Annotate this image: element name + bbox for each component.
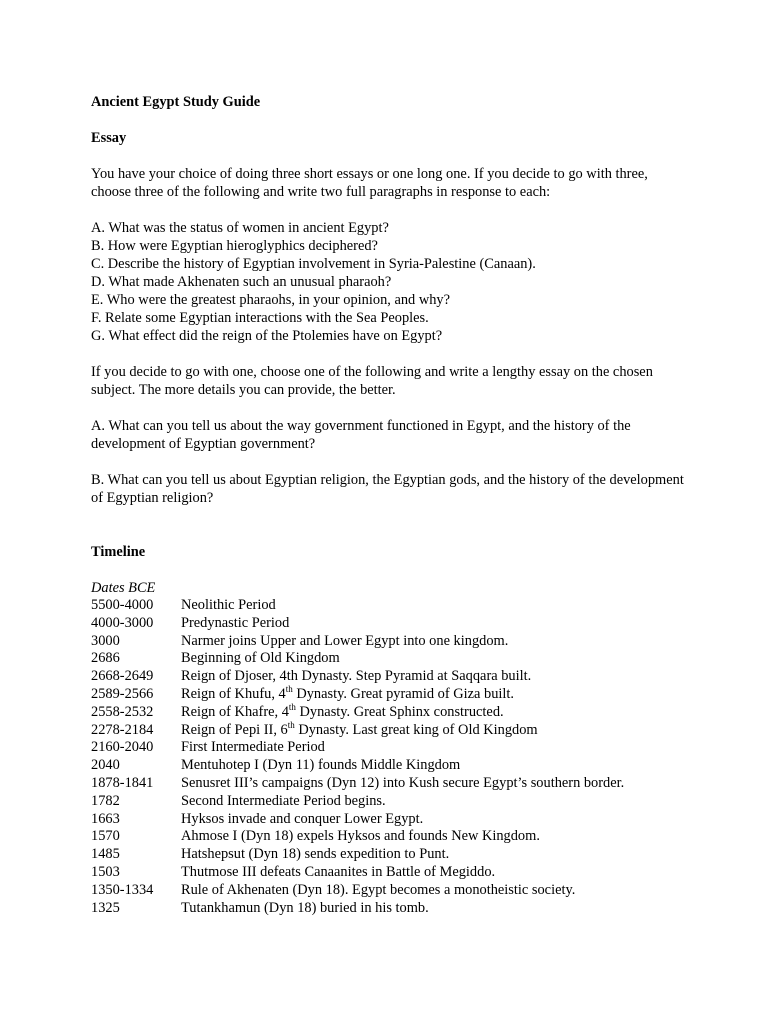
timeline-date: 1485	[91, 846, 120, 863]
ordinal-suffix: th	[287, 719, 295, 730]
timeline-date: 2160-2040	[91, 739, 154, 756]
timeline-event-text: Reign of Khufu, 4	[181, 685, 286, 702]
timeline-date: 1503	[91, 863, 120, 880]
timeline-date: 1570	[91, 828, 120, 845]
timeline-date: 4000-3000	[91, 614, 154, 631]
timeline-heading: Timeline	[91, 544, 146, 560]
timeline-event: Hatshepsut (Dyn 18) sends expedition to Punt.	[181, 846, 450, 863]
short-question: D. What made Akhenaten such an unusual pharaoh?	[91, 274, 392, 290]
timeline-row	[91, 846, 691, 864]
essay-heading: Essay	[91, 130, 127, 146]
timeline-event: Tutankhamun (Dyn 18) buried in his tomb.	[181, 899, 429, 916]
timeline-date: 5500-4000	[91, 597, 154, 613]
timeline-row	[91, 864, 691, 882]
timeline-row	[91, 615, 691, 633]
timeline-row	[91, 793, 691, 811]
timeline-event: First Intermediate Period	[181, 739, 325, 756]
timeline-row	[91, 900, 691, 918]
short-question-list	[91, 219, 691, 345]
timeline-event	[181, 686, 691, 704]
timeline-event	[181, 701, 691, 722]
timeline-event: Ahmose I (Dyn 18) expels Hyksos and founds New Kingdom.	[181, 828, 540, 845]
timeline-date: 1878-1841	[91, 774, 154, 791]
timeline-row	[91, 650, 691, 668]
essay-intro: You have your choice of doing three short essays or one long one. If you decide to go with three, choose three of the following and write two full paragraphs in response to each:	[91, 166, 648, 200]
timeline-row	[91, 828, 691, 846]
short-question: B. How were Egyptian hieroglyphics deciphered?	[91, 238, 378, 254]
short-question: C. Describe the history of Egyptian involvement in Syria-Palestine (Canaan).	[91, 256, 536, 272]
timeline-event: Beginning of Old Kingdom	[181, 650, 340, 667]
timeline-date: 2686	[91, 650, 120, 667]
timeline-date: 2278-2184	[91, 721, 154, 738]
timeline-date: 2040	[91, 757, 120, 774]
ordinal-suffix: th	[288, 701, 296, 712]
short-question: E. Who were the greatest pharaohs, in your opinion, and why?	[91, 292, 450, 308]
timeline-row	[91, 633, 691, 651]
document-title: Ancient Egypt Study Guide	[91, 94, 261, 110]
document-page	[91, 93, 691, 917]
timeline-date: 1782	[91, 792, 120, 809]
timeline-event-text: Dynasty. Last great king of Old Kingdom	[294, 721, 538, 738]
timeline-dates-label: Dates BCE	[91, 580, 156, 596]
long-question-a: A. What can you tell us about the way government functioned in Egypt, and the history of the development of Egyptian government?	[91, 418, 631, 452]
timeline-list	[91, 597, 691, 917]
timeline-row	[91, 775, 691, 793]
timeline-row	[91, 597, 691, 615]
timeline-row	[91, 719, 691, 740]
timeline-date: 1325	[91, 899, 120, 916]
timeline-row	[91, 686, 691, 704]
timeline-date: 2668-2649	[91, 668, 154, 685]
timeline-date: 2589-2566	[91, 685, 154, 702]
timeline-date: 1663	[91, 810, 120, 827]
short-question: A. What was the status of women in ancient Egypt?	[91, 220, 389, 236]
timeline-event: Thutmose III defeats Canaanites in Battle of Megiddo.	[181, 863, 496, 880]
timeline-row	[91, 668, 691, 686]
timeline-date: 2558-2532	[91, 703, 154, 720]
timeline-event-text: Dynasty. Great pyramid of Giza built.	[292, 685, 514, 702]
timeline-event: Neolithic Period	[181, 597, 276, 613]
timeline-row	[91, 811, 691, 829]
timeline-event: Narmer joins Upper and Lower Egypt into one kingdom.	[181, 632, 509, 649]
timeline-event: Senusret III’s campaigns (Dyn 12) into Kush secure Egypt’s southern border.	[181, 774, 625, 791]
timeline-event: Hyksos invade and conquer Lower Egypt.	[181, 810, 424, 827]
timeline-date: 1350-1334	[91, 881, 154, 898]
timeline-event: Rule of Akhenaten (Dyn 18). Egypt becomes a monotheistic society.	[181, 881, 576, 898]
timeline-event: Second Intermediate Period begins.	[181, 792, 386, 809]
long-question-b: B. What can you tell us about Egyptian religion, the Egyptian gods, and the history of the development of Egyptian religion?	[91, 472, 684, 506]
timeline-event: Predynastic Period	[181, 614, 290, 631]
timeline-event: Mentuhotep I (Dyn 11) founds Middle Kingdom	[181, 757, 461, 774]
timeline-event-text: Reign of Pepi II, 6	[181, 721, 288, 738]
short-question: G. What effect did the reign of the Ptolemies have on Egypt?	[91, 328, 443, 344]
long-essay-intro: If you decide to go with one, choose one of the following and write a lengthy essay on the chosen subject. The more details you can provide, the better.	[91, 364, 653, 398]
timeline-date: 3000	[91, 632, 120, 649]
timeline-row	[91, 757, 691, 775]
timeline-event-text: Dynasty. Great Sphinx constructed.	[295, 703, 504, 720]
timeline-event-text: Reign of Khafre, 4	[181, 703, 289, 720]
timeline-event: Reign of Djoser, 4th Dynasty. Step Pyramid at Saqqara built.	[181, 668, 532, 685]
timeline-row	[91, 739, 691, 757]
timeline-row	[91, 882, 691, 900]
short-question: F. Relate some Egyptian interactions with the Sea Peoples.	[91, 310, 429, 326]
ordinal-suffix: th	[285, 684, 293, 695]
timeline-event	[181, 719, 691, 740]
timeline-row	[91, 701, 691, 722]
